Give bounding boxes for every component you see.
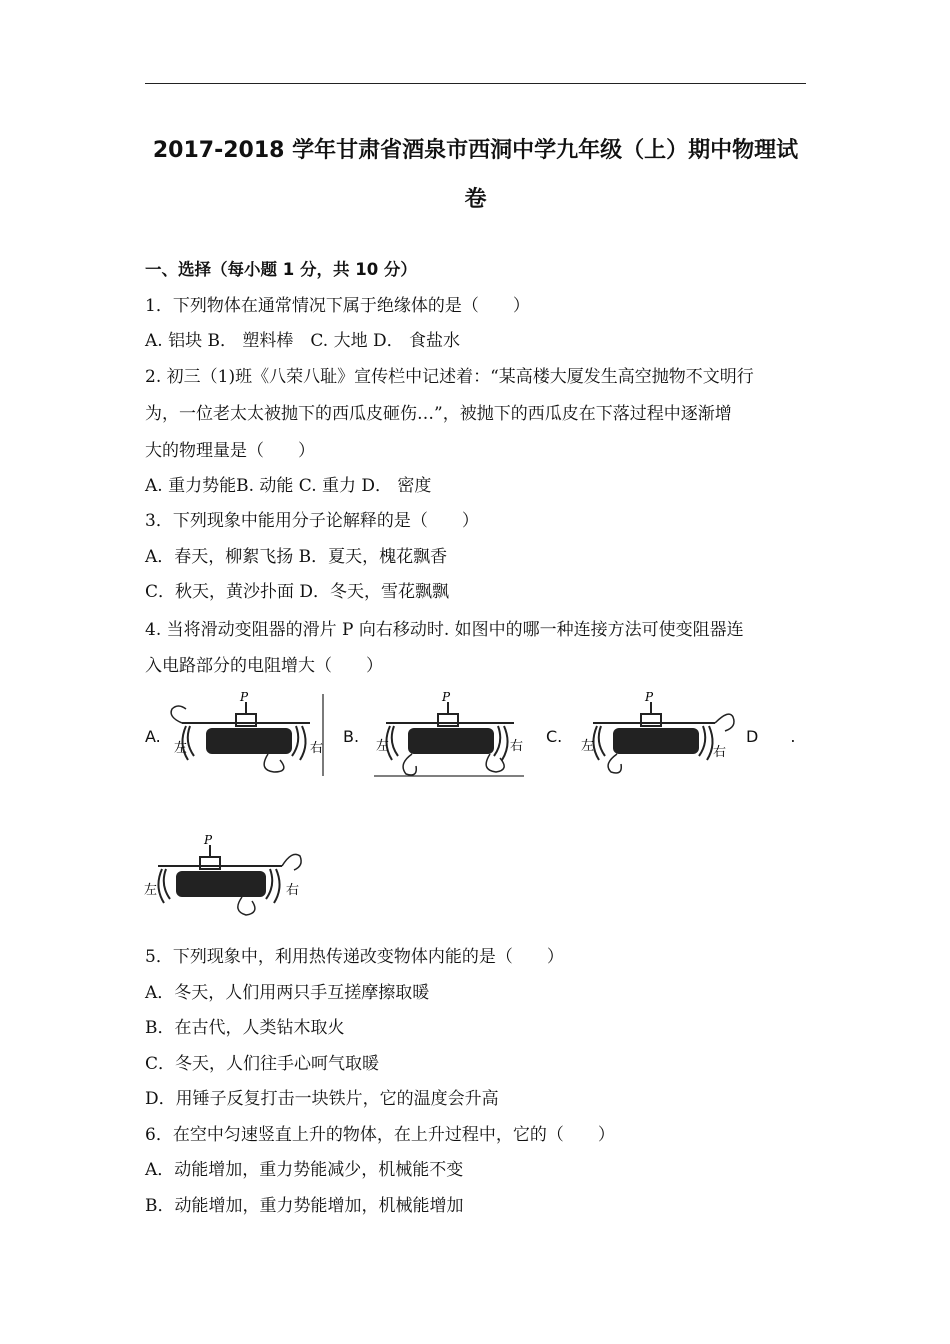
question-2: 2. 初三（1)班《八荣八耻》宣传栏中记述着：“某高楼大厦发生高空抛物不文明行 <box>145 367 754 387</box>
question-4-line2: 入电路部分的电阻增大（ ） <box>145 656 383 676</box>
left-label: 左 <box>376 739 390 754</box>
question-3-options-ab: A．春天，柳絮飞扬 B．夏天，槐花飘香 <box>145 547 448 567</box>
question-3: 3．下列现象中能用分子论解释的是（ ） <box>145 511 479 531</box>
rheostat-figure-b <box>372 690 527 780</box>
rheostat-figure-c <box>573 690 738 780</box>
option-b-label: B. <box>343 727 360 746</box>
right-label: 右 <box>510 739 524 754</box>
option-d-label: D . <box>746 727 796 746</box>
section-heading: 一、选择（每小题 1 分，共 10 分） <box>145 260 417 279</box>
question-5-option-d: D．用锤子反复打击一块铁片，它的温度会升高 <box>145 1089 499 1109</box>
left-label: 左 <box>174 741 188 756</box>
left-label: 左 <box>144 883 158 898</box>
question-5-option-c: C．冬天，人们往手心呵气取暖 <box>145 1054 380 1074</box>
right-label: 右 <box>713 745 727 760</box>
question-6-option-b: B．动能增加，重力势能增加，机械能增加 <box>145 1196 464 1216</box>
right-label: 右 <box>286 883 300 898</box>
slider-p-label: P <box>645 690 654 704</box>
left-label: 左 <box>581 739 595 754</box>
question-4: 4. 当将滑动变阻器的滑片 P 向右移动时. 如图中的哪一种连接方法可使变阻器连 <box>145 620 744 640</box>
right-label: 右 <box>310 741 324 756</box>
question-5-option-a: A．冬天，人们用两只手互搓摩擦取暖 <box>145 983 430 1003</box>
option-c-label: C. <box>546 727 563 746</box>
header-rule <box>145 83 806 84</box>
rheostat-figure-a <box>168 690 328 780</box>
question-1-options: A. 铝块 B． 塑料棒 C. 大地 D． 食盐水 <box>145 331 461 351</box>
question-2-line2: 为，一位老太太被抛下的西瓜皮砸伤…”，被抛下的西瓜皮在下落过程中逐渐增 <box>145 404 732 424</box>
page-title-continued: 卷 <box>464 187 487 212</box>
question-6: 6．在空中匀速竖直上升的物体，在上升过程中，它的（ ） <box>145 1125 615 1145</box>
slider-p-label: P <box>204 833 213 847</box>
question-5-option-b: B．在古代，人类钻木取火 <box>145 1018 345 1038</box>
slider-p-label: P <box>442 690 451 704</box>
question-2-options: A. 重力势能B. 动能 C. 重力 D． 密度 <box>145 476 432 496</box>
rheostat-figure-d <box>142 832 307 924</box>
question-2-line3: 大的物理量是（ ） <box>145 441 315 461</box>
question-6-option-a: A．动能增加，重力势能减少，机械能不变 <box>145 1160 464 1180</box>
question-1: 1．下列物体在通常情况下属于绝缘体的是（ ） <box>145 296 530 316</box>
question-5: 5．下列现象中，利用热传递改变物体内能的是（ ） <box>145 947 564 967</box>
option-a-label: A. <box>145 727 161 746</box>
question-3-options-cd: C．秋天，黄沙扑面 D．冬天，雪花飘飘 <box>145 582 450 602</box>
slider-p-label: P <box>240 690 249 704</box>
page-title: 2017-2018 学年甘肃省酒泉市西洞中学九年级（上）期中物理试 <box>152 138 799 163</box>
